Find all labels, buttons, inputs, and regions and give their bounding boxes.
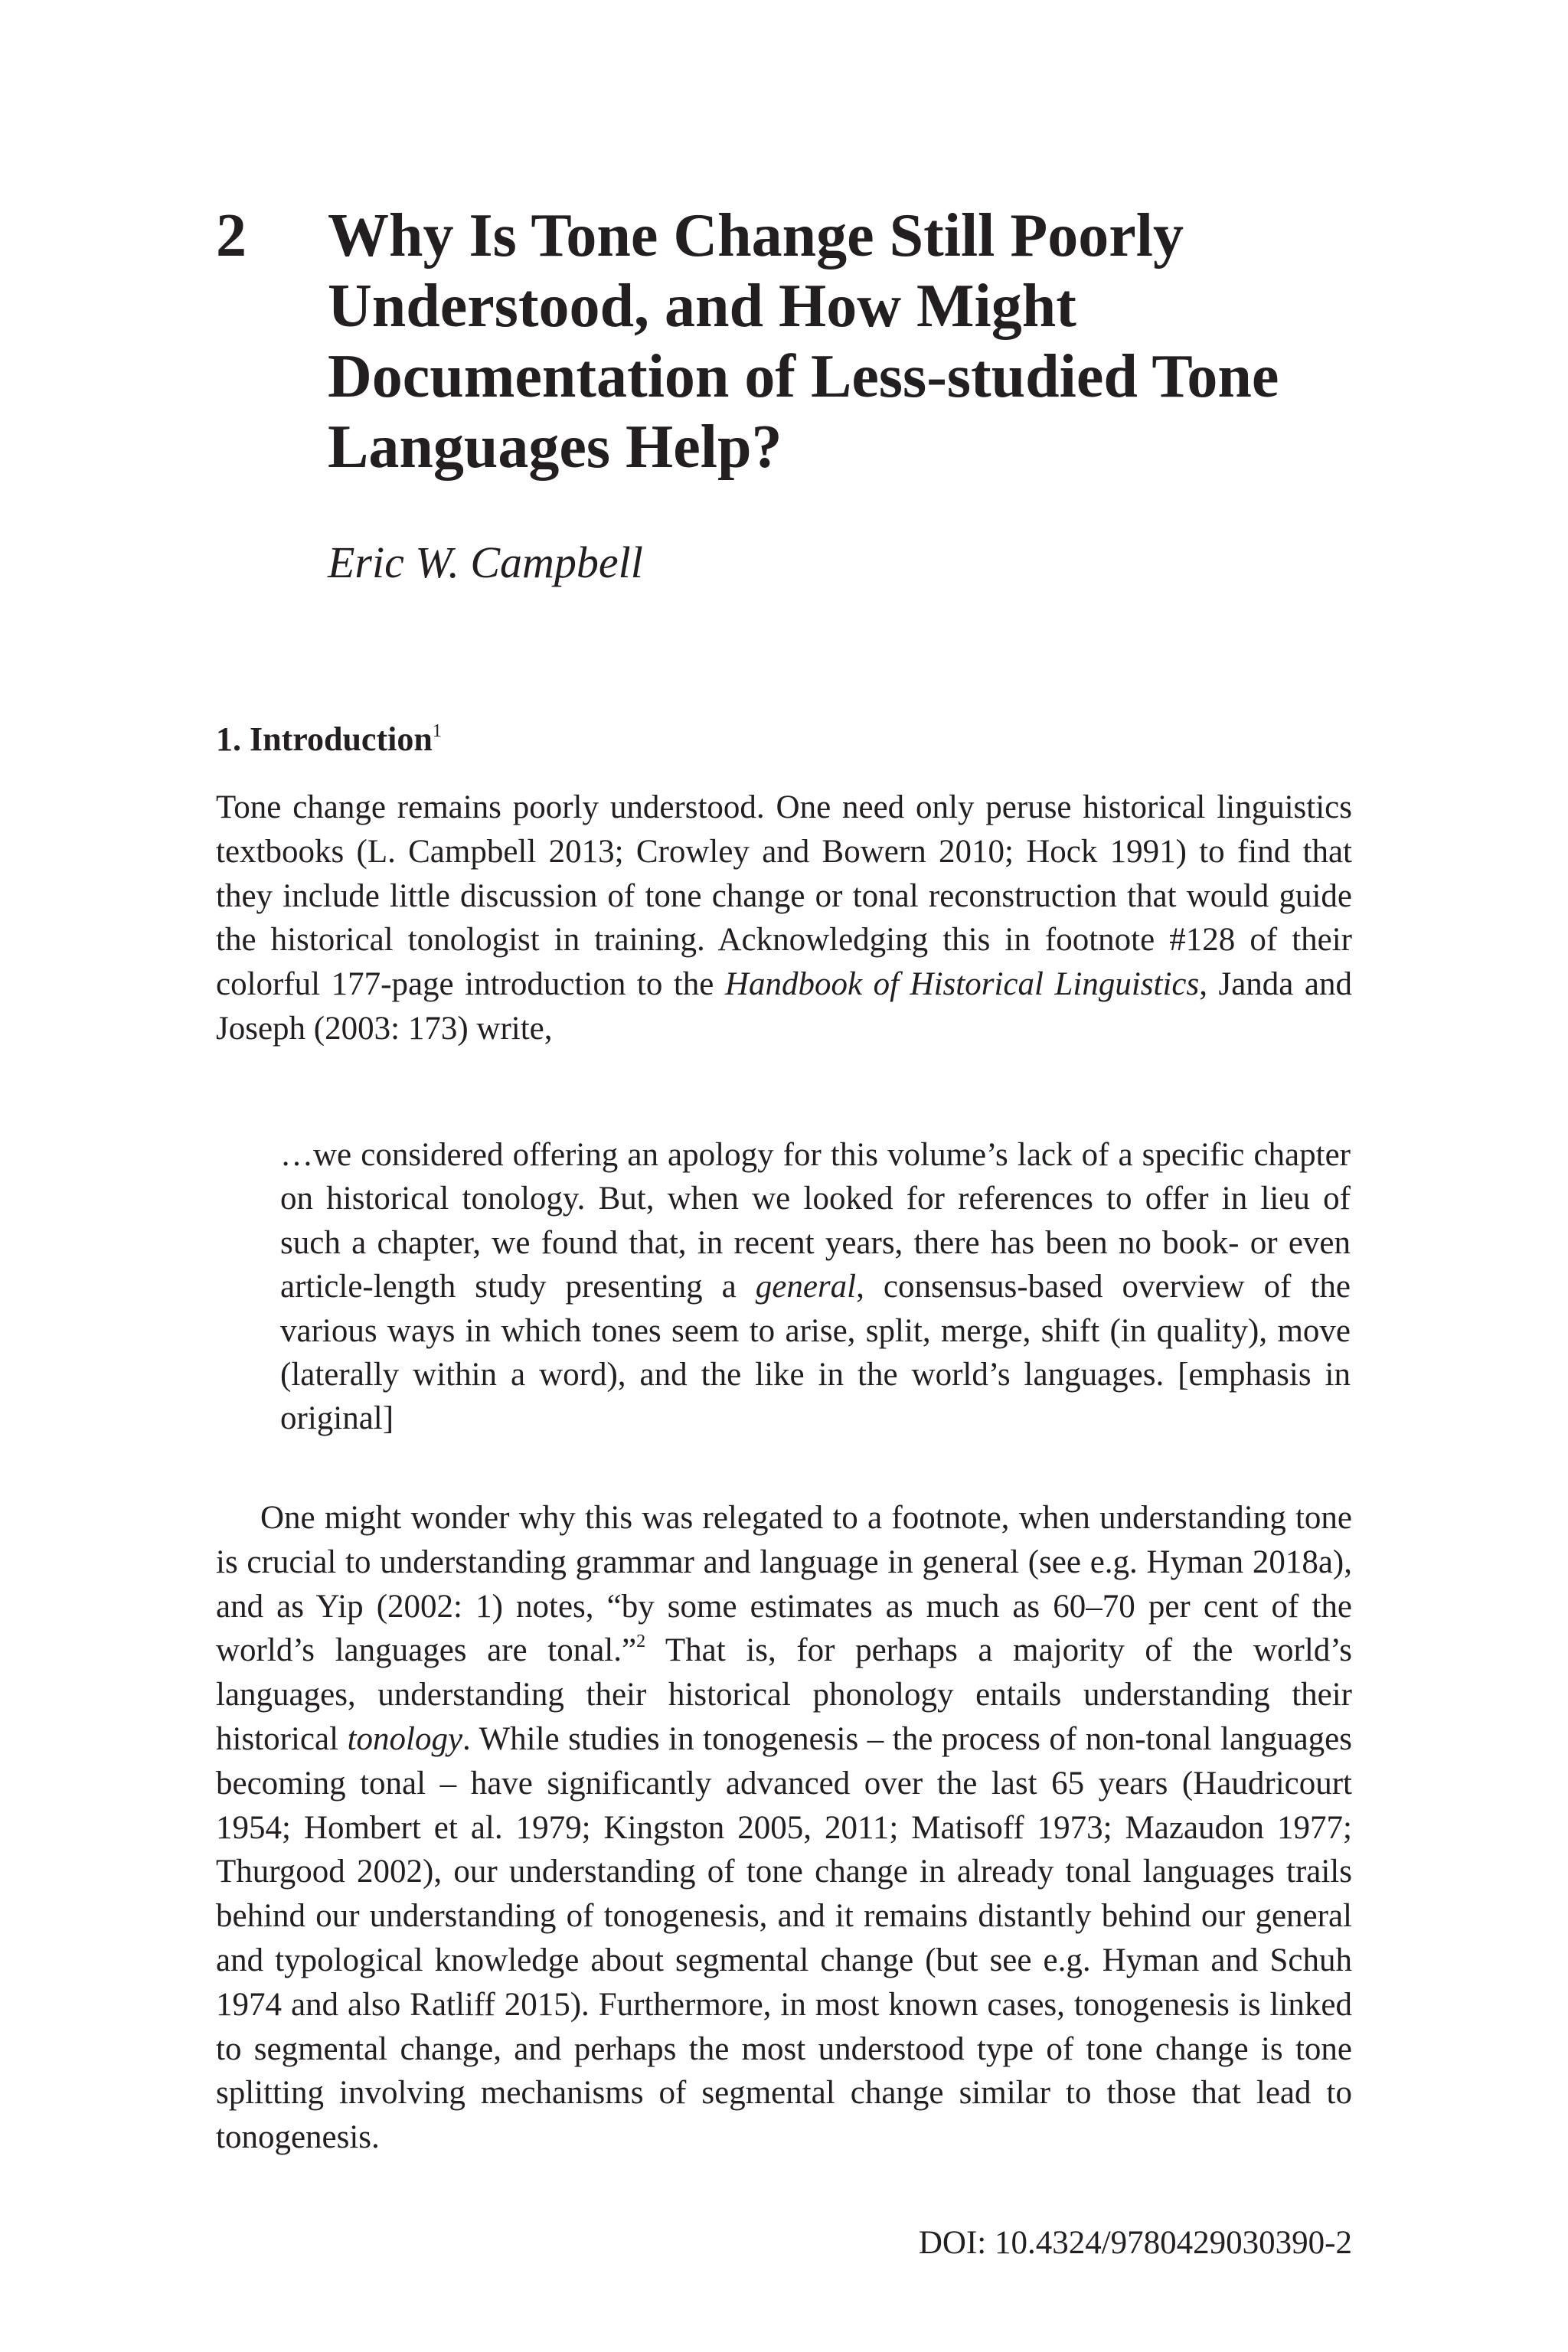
- paragraph-text: That is, for perhaps a majority of the world’s languages, understanding their historical phonology entails understanding their historical: [216, 1632, 1352, 1757]
- doi-footer: DOI: 10.4324/9780429030390-2: [918, 2225, 1352, 2261]
- body-paragraph: [216, 1496, 1352, 2160]
- footnote-marker: 2: [636, 1632, 646, 1652]
- emphasized-word: general: [755, 1269, 857, 1305]
- paragraph-text: , Janda and Joseph (2003: 173) write,: [216, 966, 1353, 1047]
- emphasized-word: tonology: [347, 1720, 463, 1757]
- author-name: Eric W. Campbell: [328, 537, 643, 587]
- body-paragraph: [216, 786, 1352, 1051]
- book-title: Handbook of Historical Linguistics: [724, 966, 1200, 1003]
- chapter-number: 2: [216, 202, 247, 270]
- paragraph-text: One might wonder why this was relegated to a footnote, when understanding tone is crucial to understanding grammar and language in general (see e.g. Hyman 2018a), and as Yip (2002: 1) notes, “by some estimates as much as 60–70 per cent of the world’s languages are tonal.”: [216, 1500, 1352, 1669]
- footnote-marker: 1: [432, 721, 442, 741]
- paragraph-text: . While studies in tonogenesis – the process of non-tonal languages becoming tonal – have significantly advanced over the last 65 years (Haudricourt 1954; Hombert et al. 1979; Kingston 2005, 2011; Matisoff 1973; Mazaudon 1977; Thurgood 2002), our understanding of tone change in already tonal languages trails behind our understanding of tonogenesis, and it remains distantly behind our general and typological knowledge about segmental change (but see e.g. Hyman and Schuh 1974 and also Ratliff 2015). Furthermore, in most known cases, tonogenesis is linked to segmental change, and perhaps the most understood type of tone change is tone splitting involving mechanisms of segmental change similar to those that lead to tonogenesis.: [216, 1720, 1352, 2156]
- chapter-title: Why Is Tone Change Still Poorly Understood, and How Might Documentation of Less-studied Tone Languages Help?: [328, 202, 1279, 481]
- block-quote: [280, 1133, 1351, 1441]
- quote-text: , consensus-based overview of the various ways in which tones seem to arise, split, merge, shift (in quality), move (laterally within a word), and the like in the world’s languages. [emphasis in original]: [280, 1269, 1351, 1437]
- section-heading: [216, 718, 442, 761]
- paragraph-text: Tone change remains poorly understood. One need only peruse historical linguistics textbooks (L. Campbell 2013; Crowley and Bowern 2010; Hock 1991) to find that they include little discussion of tone change or tonal reconstruction that would guide the historical tonologist in training. Acknowledging this in footnote #128 of their colorful 177-page introduction to the: [216, 789, 1352, 1003]
- section-heading-label: 1. Introduction: [216, 720, 433, 758]
- quote-text: …we considered offering an apology for this volume’s lack of a specific chapter on historical tonology. But, when we looked for references to offer in lieu of such a chapter, we found that, in recent years, there has been no book- or even article-length study presenting a: [280, 1137, 1351, 1305]
